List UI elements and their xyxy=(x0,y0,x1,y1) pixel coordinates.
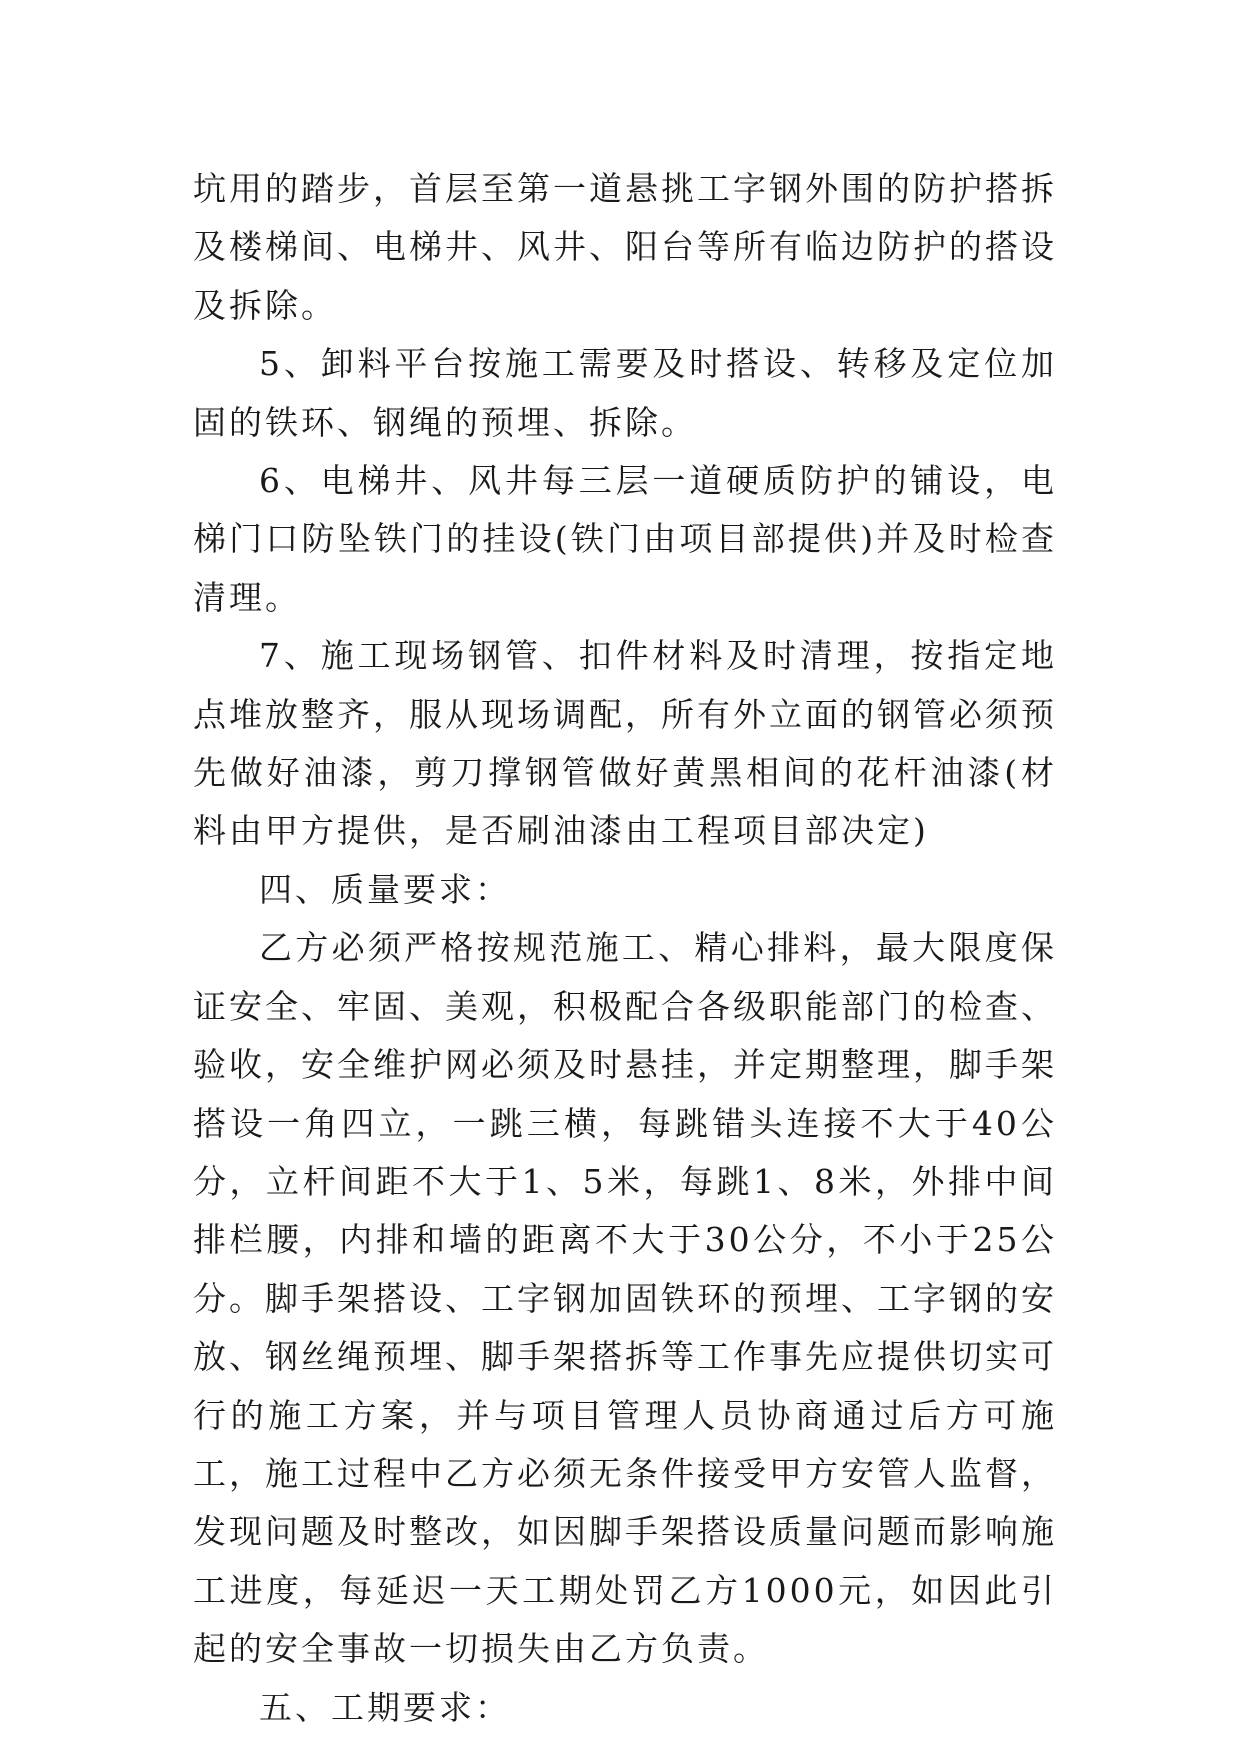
paragraph-item-7: 7、施工现场钢管、扣件材料及时清理，按指定地点堆放整齐，服从现场调配，所有外立面的钢管必须预先做好油漆，剪刀撑钢管做好黄黑相间的花杆油漆(材料由甲方提供，是否刷油漆由工程项目部决定) xyxy=(193,636,1057,851)
section-heading-schedule: 五、工期要求： xyxy=(259,1687,511,1727)
document-page xyxy=(193,160,1057,1737)
paragraph-continuation: 坑用的踏步，首层至第一道悬挑工字钢外围的防护搭拆及楼梯间、电梯井、风井、阳台等所有临边防护的搭设及拆除。 xyxy=(193,169,1057,325)
paragraph-quality-requirements: 乙方必须严格按规范施工、精心排料，最大限度保证安全、牢固、美观，积极配合各级职能部门的检查、验收，安全维护网必须及时悬挂，并定期整理，脚手架搭设一角四立，一跳三横，每跳错头连接不大于40公分，立杆间距不大于1、5米，每跳1、8米，外排中间排栏腰，内排和墙的距离不大于30公分，不小于25公分。脚手架搭设、工字钢加固铁环的预埋、工字钢的安放、钢丝绳预埋、脚手架搭拆等工作事先应提供切实可行的施工方案，并与项目管理人员协商通过后方可施工，施工过程中乙方必须无条件接受甲方安管人监督，发现问题及时整改，如因脚手架搭设质量问题而影响施工进度，每延迟一天工期处罚乙方1000元，如因此引起的安全事故一切损失由乙方负责。 xyxy=(193,928,1057,1669)
paragraph-item-5: 5、卸料平台按施工需要及时搭设、转移及定位加固的铁环、钢绳的预埋、拆除。 xyxy=(193,344,1057,442)
paragraph-item-6: 6、电梯井、风井每三层一道硬质防护的铺设，电梯门口防坠铁门的挂设(铁门由项目部提供)并及时检查清理。 xyxy=(193,461,1057,617)
section-heading-quality: 四、质量要求： xyxy=(259,869,511,909)
